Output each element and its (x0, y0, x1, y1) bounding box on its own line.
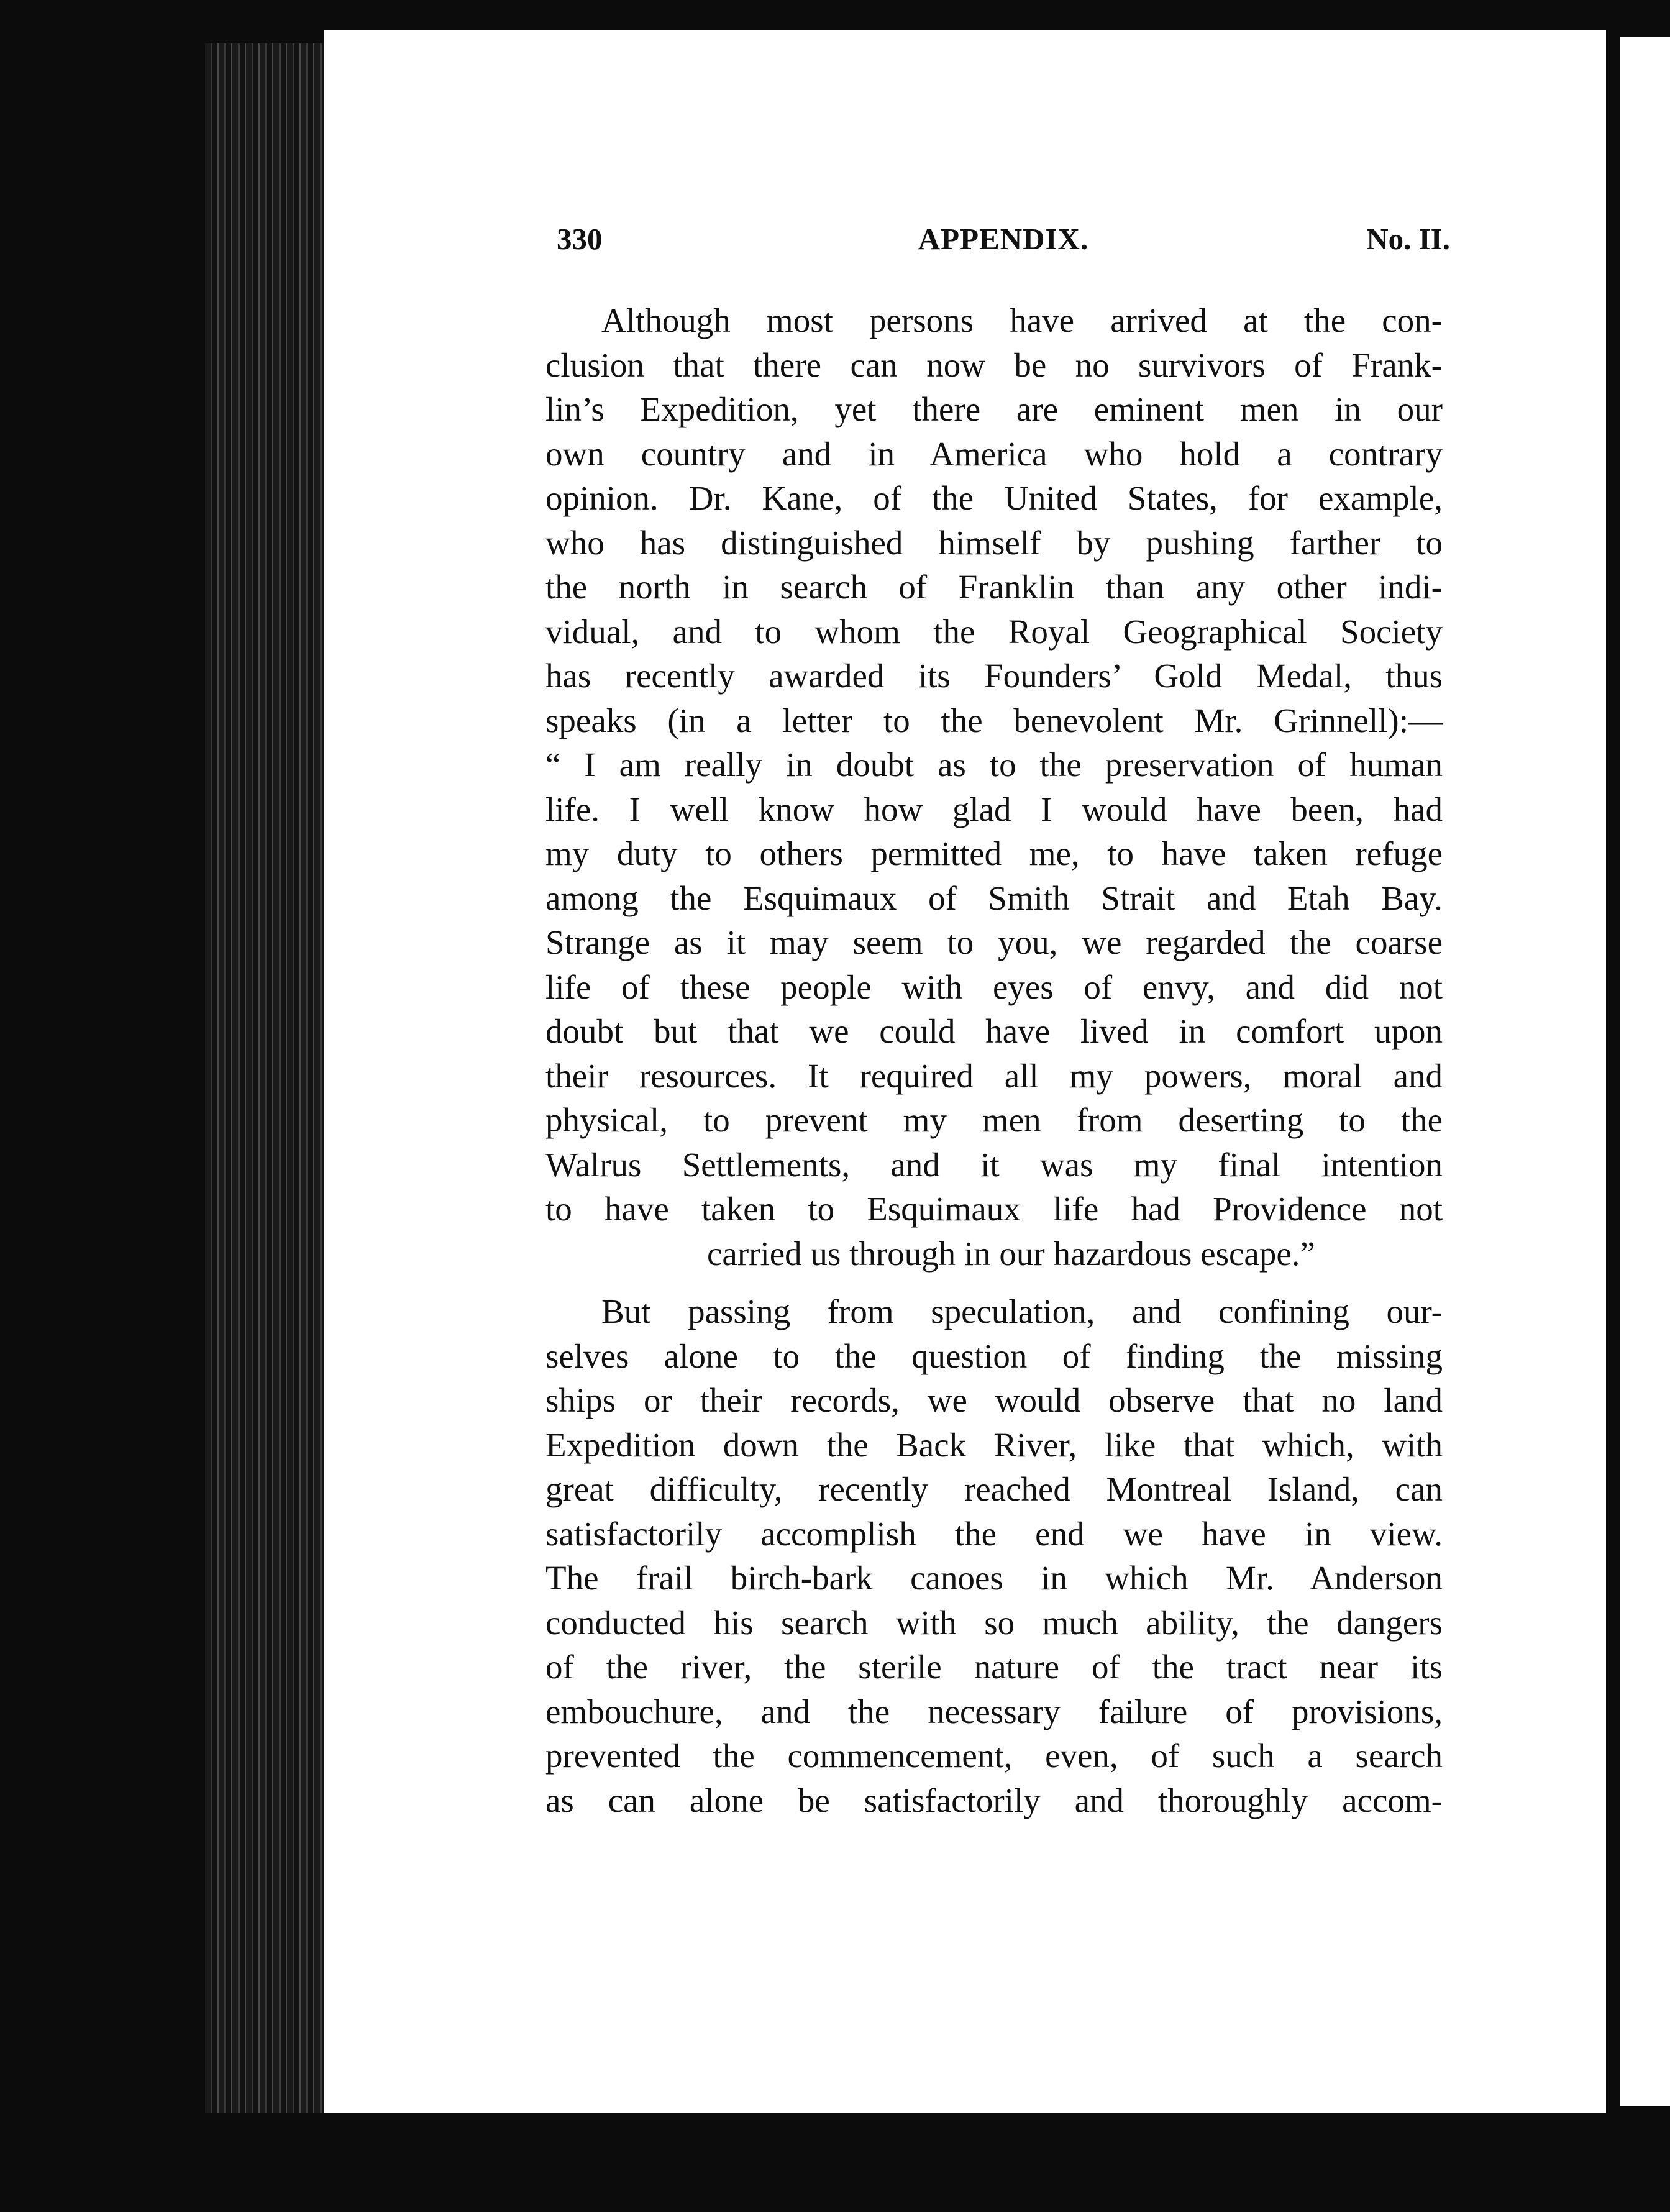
text-line: Although most persons have arrived at the con- (601, 301, 1443, 339)
book-page-edges (205, 43, 329, 2113)
page-number: 330 (557, 222, 603, 256)
running-title: APPENDIX. (918, 222, 1089, 256)
text-line: who has distinguished himself by pushing farther to (545, 523, 1443, 562)
text-line: great difficulty, recently reached Montreal Island, can (545, 1470, 1443, 1508)
text-line: life. I well know how glad I would have been, had (545, 790, 1443, 828)
text-line: Strange as it may seem to you, we regarded the coarse (545, 923, 1443, 961)
text-line: the north in search of Franklin than any other indi- (545, 568, 1443, 606)
body-text (545, 298, 1443, 1822)
text-line: physical, to prevent my men from deserting to the (545, 1101, 1443, 1139)
text-line: my duty to others permitted me, to have taken refuge (545, 834, 1443, 872)
text-line: has recently awarded its Founders’ Gold Medal, thus (545, 657, 1443, 695)
text-line: as can alone be satisfactorily and thoroughly accom- (545, 1781, 1443, 1819)
text-line: ships or their records, we would observe that no land (545, 1381, 1443, 1419)
text-line: of the river, the sterile nature of the tract near its (545, 1648, 1443, 1686)
text-line: satisfactorily accomplish the end we have in view. (545, 1514, 1443, 1553)
text-line: embouchure, and the necessary failure of provisions, (545, 1692, 1443, 1730)
text-line: speaks (in a letter to the benevolent Mr. Grinnell):— (545, 701, 1443, 739)
text-line: doubt but that we could have lived in comfort upon (545, 1012, 1443, 1050)
text-line: The frail birch-bark canoes in which Mr. Anderson (545, 1559, 1443, 1597)
running-header (557, 221, 1450, 271)
text-line: conducted his search with so much ability, the dangers (545, 1603, 1443, 1642)
text-line: Walrus Settlements, and it was my final intention (545, 1145, 1443, 1184)
text-line: to have taken to Esquimaux life had Providence not (545, 1190, 1443, 1228)
text-line: “ I am really in doubt as to the preservation of human (545, 746, 1443, 784)
text-line: vidual, and to whom the Royal Geographical Society (545, 612, 1443, 651)
text-line: opinion. Dr. Kane, of the United States, for example, (545, 479, 1443, 517)
section-number: No. II. (1366, 222, 1450, 256)
paragraph (545, 1289, 1443, 1822)
text-line: clusion that there can now be no survivors of Frank- (545, 345, 1443, 384)
text-line: life of these people with eyes of envy, and did not (545, 967, 1443, 1006)
text-line: own country and in America who hold a contrary (545, 434, 1443, 473)
facing-page-edge (1620, 37, 1670, 2106)
paragraph (545, 298, 1443, 1276)
text-line: selves alone to the question of finding the missing (545, 1337, 1443, 1375)
page-gutter (1606, 30, 1620, 2113)
text-line: their resources. It required all my powers, moral and (545, 1056, 1443, 1095)
text-line: lin’s Expedition, yet there are eminent men in our (545, 390, 1443, 428)
text-line: But passing from speculation, and confining our- (601, 1292, 1443, 1330)
text-line: prevented the commencement, even, of such a search (545, 1737, 1443, 1775)
text-line: among the Esquimaux of Smith Strait and Etah Bay. (545, 879, 1443, 917)
text-line: carried us through in our hazardous escape.” (707, 1234, 1315, 1273)
text-line: Expedition down the Back River, like that which, with (545, 1425, 1443, 1464)
